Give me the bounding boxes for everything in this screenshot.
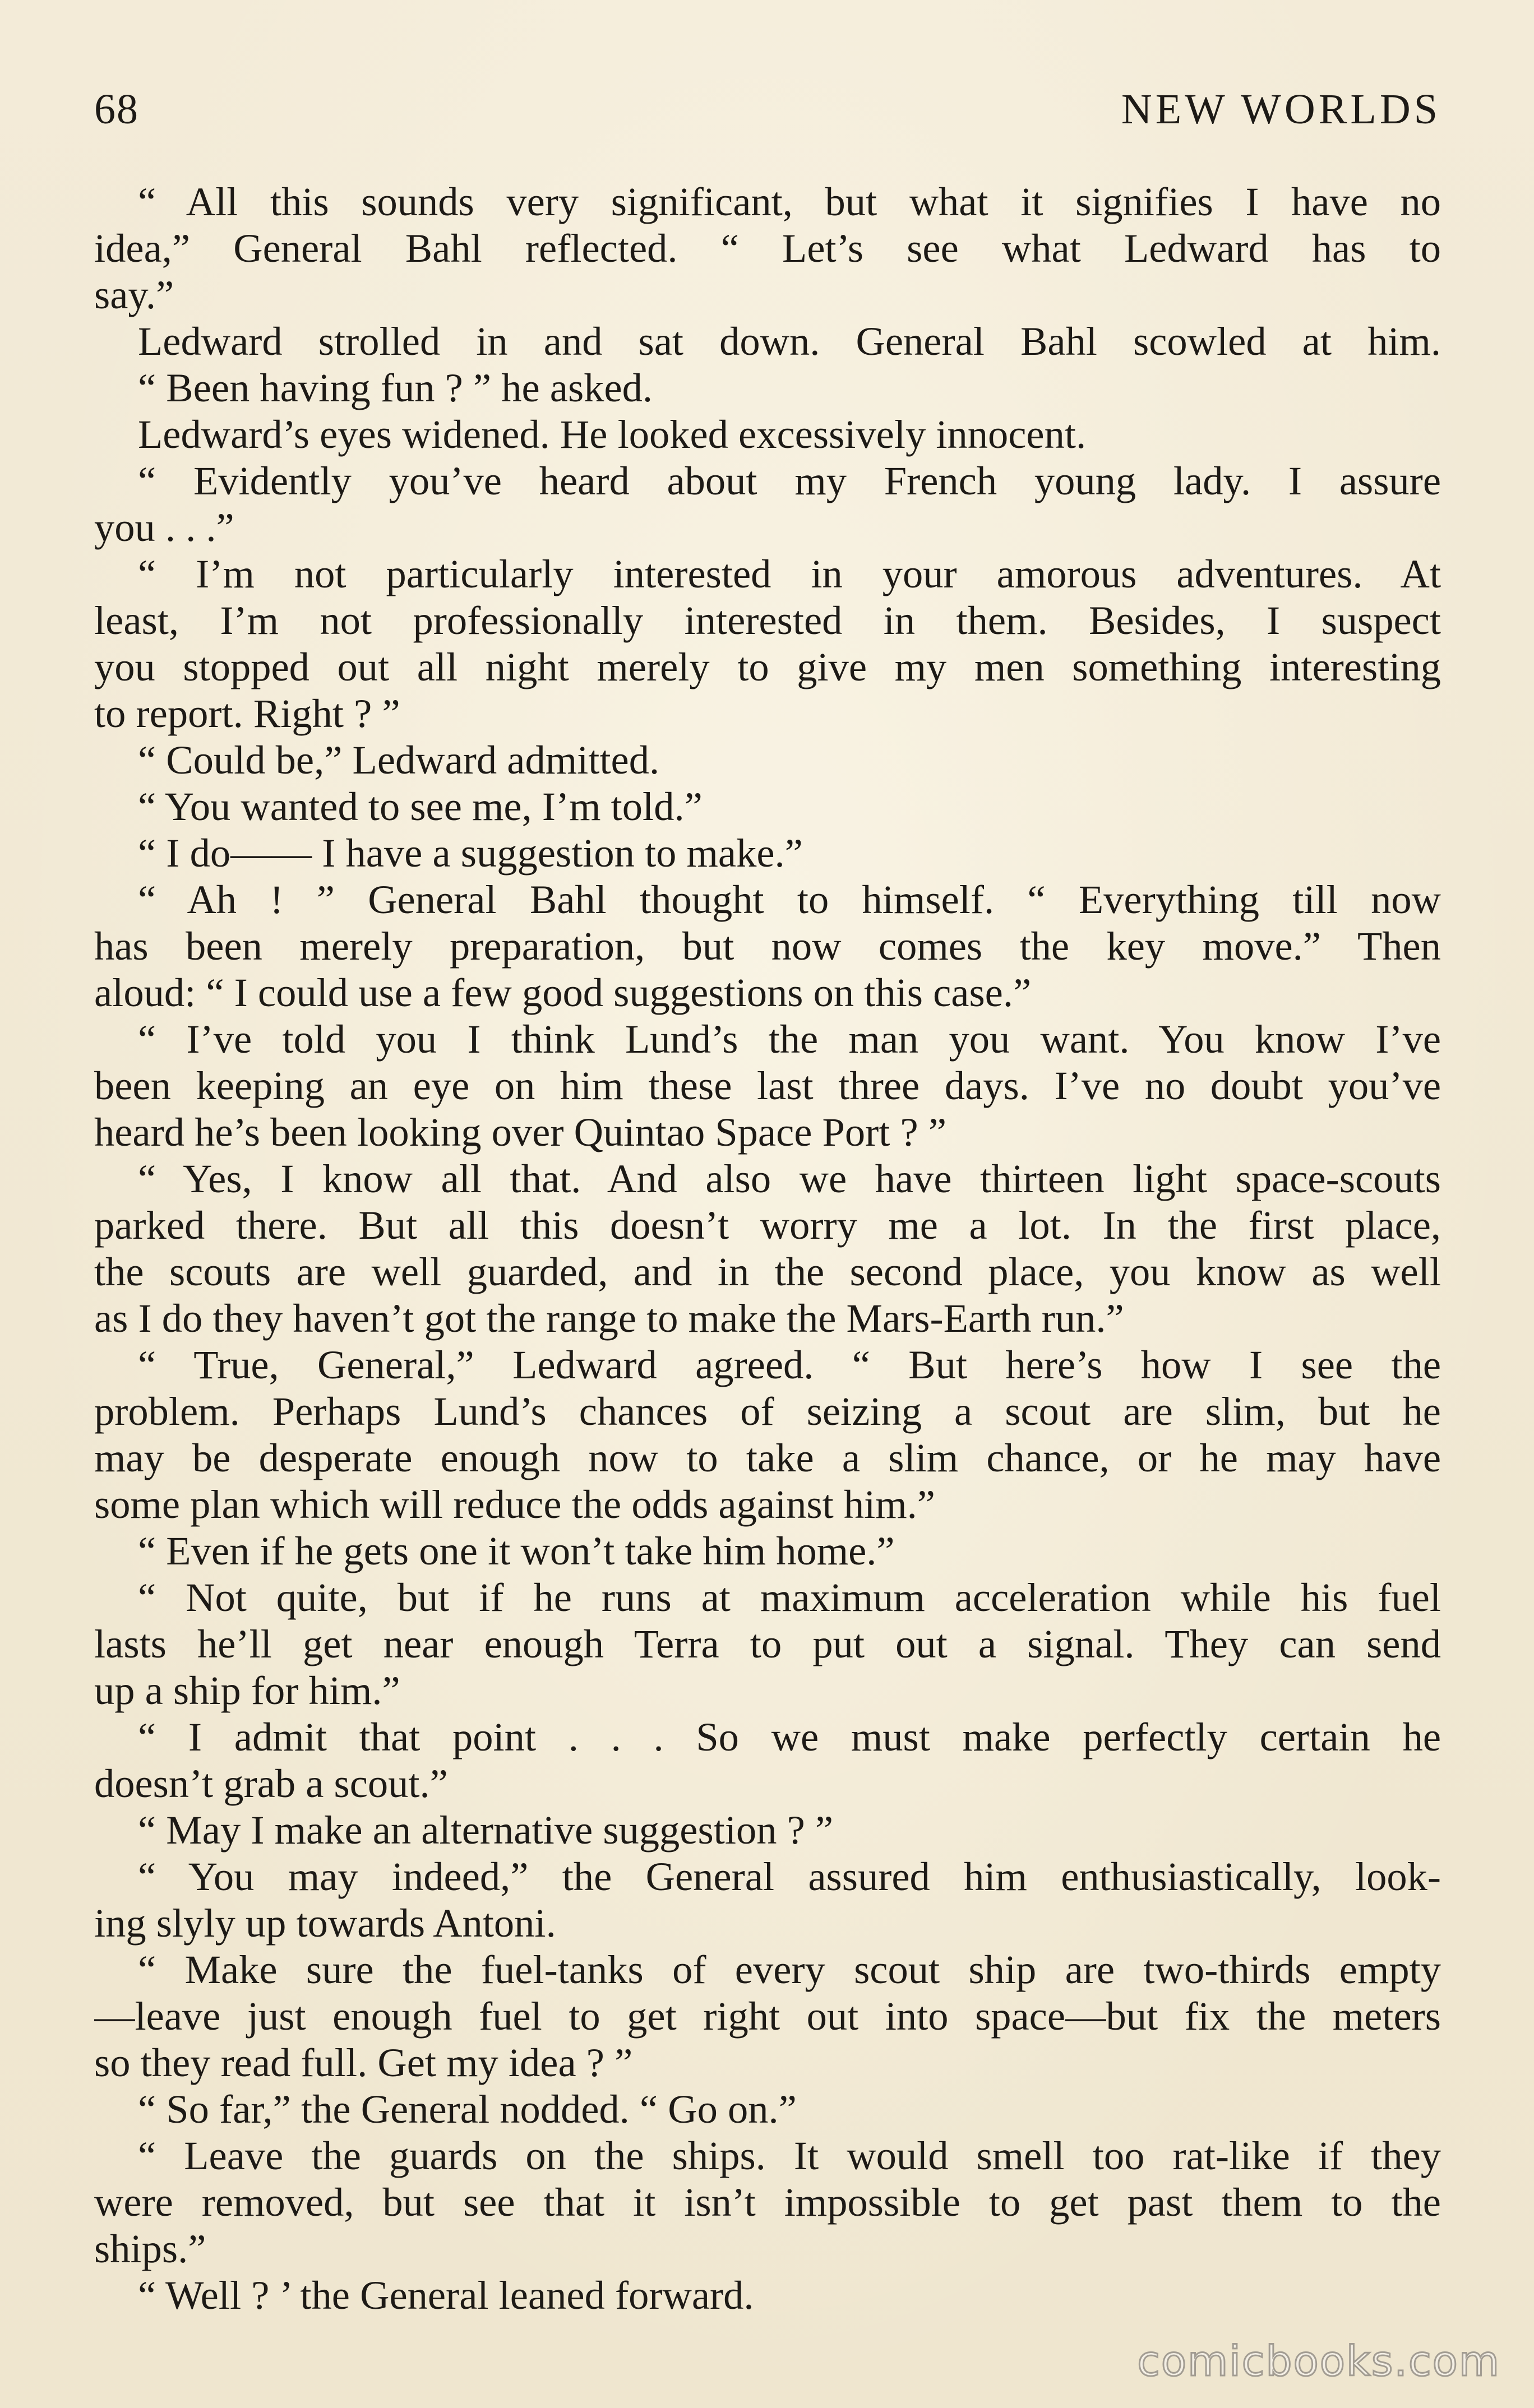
text-line: “ Even if he gets one it won’t take him home.” xyxy=(138,1528,895,1573)
text-line: “ You wanted to see me, I’m told.” xyxy=(138,784,703,829)
text-line: “ All this sounds very significant, but what it signifies I have no xyxy=(138,179,1441,224)
text-line: “ Evidently you’ve heard about my French young lady. I assure xyxy=(138,458,1441,503)
text-line: Ledward strolled in and sat down. General Bahl scowled at him. xyxy=(138,318,1441,364)
text-line: heard he’s been looking over Quintao Space Port ? ” xyxy=(94,1109,947,1155)
text-line: has been merely preparation, but now comes the key move.” Then xyxy=(94,923,1441,969)
text-line: “ May I make an alternative suggestion ? ” xyxy=(138,1807,834,1853)
text-line: “ Make sure the fuel-tanks of every scout ship are two-thirds empty xyxy=(138,1947,1441,1992)
text-line: as I do they haven’t got the range to make the Mars-Earth run.” xyxy=(94,1295,1124,1341)
text-line: least, I’m not professionally interested in them. Besides, I suspect xyxy=(94,598,1441,643)
text-line: Ledward’s eyes widened. He looked excessively innocent. xyxy=(138,411,1087,457)
text-line: “ Could be,” Ledward admitted. xyxy=(138,737,660,782)
text-line: say.” xyxy=(94,272,174,317)
text-line: you . . .” xyxy=(94,504,234,550)
text-line: “ True, General,” Ledward agreed. “ But here’s how I see the xyxy=(138,1342,1441,1387)
running-title: NEW WORLDS xyxy=(1121,86,1441,133)
text-line: “ Not quite, but if he runs at maximum acceleration while his fuel xyxy=(138,1575,1441,1620)
text-line: lasts he’ll get near enough Terra to put out a signal. They can send xyxy=(94,1621,1441,1666)
text-line: may be desperate enough now to take a slim chance, or he may have xyxy=(94,1435,1441,1480)
text-line: “ Well ? ’ the General leaned forward. xyxy=(138,2272,754,2318)
text-line: were removed, but see that it isn’t impossible to get past them to the xyxy=(94,2179,1441,2225)
text-line: so they read full. Get my idea ? ” xyxy=(94,2040,633,2085)
text-line: “ I admit that point . . . So we must make perfectly certain he xyxy=(138,1714,1441,1759)
text-line: the scouts are well guarded, and in the second place, you know as well xyxy=(94,1249,1441,1294)
text-line: “ Yes, I know all that. And also we have thirteen light space-scouts xyxy=(138,1156,1441,1201)
text-line: to report. Right ? ” xyxy=(94,691,400,736)
text-line: “ I do—— I have a suggestion to make.” xyxy=(138,830,803,876)
text-line: parked there. But all this doesn’t worry me a lot. In the first place, xyxy=(94,1202,1441,1248)
watermark: comicbooks.com xyxy=(1137,2337,1500,2386)
text-line: some plan which will reduce the odds against him.” xyxy=(94,1481,935,1527)
text-line: “ You may indeed,” the General assured him enthusiastically, look- xyxy=(138,1854,1441,1899)
text-line: “ I’ve told you I think Lund’s the man you want. You know I’ve xyxy=(138,1016,1441,1062)
text-line: “ Ah ! ” General Bahl thought to himself. “ Everything till now xyxy=(138,877,1441,922)
text-line: aloud: “ I could use a few good suggestions on this case.” xyxy=(94,970,1032,1015)
running-head xyxy=(94,78,1441,140)
text-line: “ I’m not particularly interested in your amorous adventures. At xyxy=(138,551,1441,596)
text-line: you stopped out all night merely to give my men something interesting xyxy=(94,644,1441,689)
text-line: been keeping an eye on him these last three days. I’ve no doubt you’ve xyxy=(94,1063,1441,1108)
text-line: “ Been having fun ? ” he asked. xyxy=(138,365,653,410)
text-line: idea,” General Bahl reflected. “ Let’s see what Ledward has to xyxy=(94,225,1441,271)
body-text xyxy=(94,178,1441,2318)
text-line: problem. Perhaps Lund’s chances of seizing a scout are slim, but he xyxy=(94,1388,1441,1434)
text-line: “ Leave the guards on the ships. It would smell too rat-like if they xyxy=(138,2133,1441,2178)
text-line: up a ship for him.” xyxy=(94,1668,400,1713)
text-line: ships.” xyxy=(94,2226,206,2271)
text-line: —leave just enough fuel to get right out into space—but fix the meters xyxy=(94,1993,1441,2039)
page-number: 68 xyxy=(94,86,139,133)
text-line: doesn’t grab a scout.” xyxy=(94,1761,448,1806)
text-line: “ So far,” the General nodded. “ Go on.” xyxy=(138,2086,797,2132)
text-line: ing slyly up towards Antoni. xyxy=(94,1900,556,1946)
